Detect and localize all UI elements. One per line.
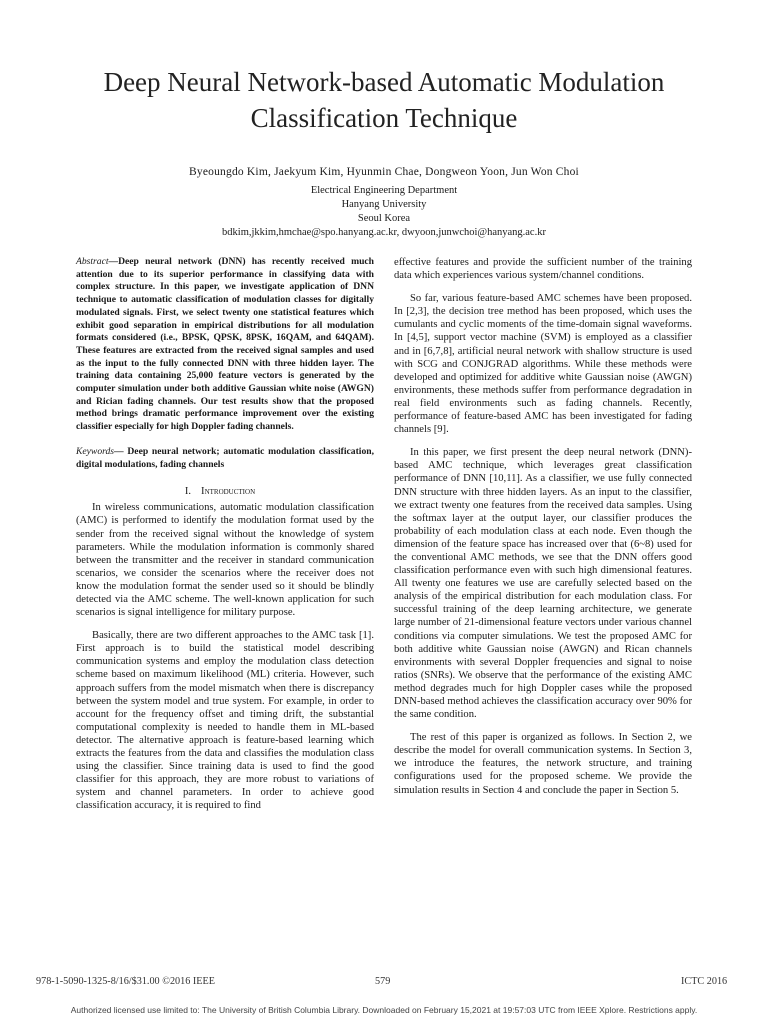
- footer-page-number: 579: [375, 976, 391, 987]
- footer-isbn: 978-1-5090-1325-8/16/$31.00 ©2016 IEEE: [36, 976, 215, 987]
- section-title: Introduction: [201, 486, 256, 498]
- footer-conference: ICTC 2016: [681, 976, 728, 987]
- affiliation-block: [40, 184, 728, 240]
- intro-paragraph-4: In this paper, we first present the deep neural network (DNN)-based AMC technique, which leverages great classification performance of DNN [10,11]. As a classifier, we use fully connected DNN structure with three hidden layers. As an input to the classifier, we extract twenty one features from the received data samples. Using the softmax layer at the output layer, our classifier produces the probability of each modulation class at each node. Even though the dimension of the feature space has increased over that (6~8) used for the conventional AMC methods, we see that the DNN offers good classification performance even with such high dimensional features. All twenty one features we use are carefully selected based on the analysis of the empirical distribution for each modulation class. For successful training of the deep learning architecture, we generate large number of 21-dimensional feature vectors under various channel conditions via computer simulations. We test the proposed AMC for both additive white Gaussian noise (AWGN) and Rican channels environments with several Doppler frequencies and signal to noise ratios (SNRs). We observe that the performance of the existing AMC method degrades much for high Doppler cases while the proposed DNN-based method achieves the classification accuracy over 90% for the same condition.: [394, 447, 692, 721]
- paper-title-line-2: Classification Technique: [250, 103, 518, 133]
- intro-paragraph-2: Basically, there are two different approaches to the AMC task [1]. First approach is to build the statistical model describing communication systems and employ the modulation class detection scheme based on maximum likelihood (ML) criteria. However, such approach suffers from the model mismatch when there is discrepancy between the system model and true system. For example, in order to account for the frequency offset and timing drift, the substantial computational complexity is needed to handle them in ML-based detector. The alternative approach is feature-based learning which extracts the features from the data and classifies the modulation class using the classifier. Since training data is used to find the good classifier for this approach, they are more robust to variations of system and channel parameters. In order to achieve good classification accuracy, it is required to find: [76, 630, 374, 812]
- intro-paragraph-1: In wireless communications, automatic modulation classification (AMC) is performed to identify the modulation format used by the sender from the received signal without the knowledge of system parameters. While the modulation information is commonly shared between the transmitter and the receiver in standard communication scenarios, we consider the scenarios where the receiver does not know the modulation format the sender used so it should be blindly detected via the AMC scheme. The well-known application for such scenarios is signal intelligence for military purpose.: [76, 502, 374, 619]
- section-number: I.: [184, 486, 192, 498]
- intro-paragraph-continuation: effective features and provide the sufficient number of the training data which experiences various system/channel conditions.: [394, 257, 692, 282]
- license-notice: Authorized licensed use limited to: The University of British Columbia Library. Downloaded on February 15,2021 at 19:57:03 UTC from IEEE Xplore. Restrictions apply.: [70, 1005, 698, 1015]
- keywords-text: — Deep neural network; automatic modulation classification, digital modulations, fading channels: [76, 445, 374, 470]
- affiliation-city: Seoul Korea: [357, 213, 411, 224]
- affiliation-emails: bdkim,jkkim,hmchae@spo.hanyang.ac.kr, dwyoon,junwchoi@hanyang.ac.kr: [222, 227, 546, 238]
- author-list: Byeoungdo Kim, Jaekyum Kim, Hyunmin Chae, Dongweon Yoon, Jun Won Choi: [189, 166, 579, 178]
- paper-title: [40, 64, 728, 136]
- affiliation-department: Electrical Engineering Department: [310, 185, 458, 196]
- abstract: [76, 256, 374, 434]
- intro-paragraph-3: So far, various feature-based AMC schemes have been proposed. In [2,3], the decision tree method has been proposed, which uses the cumulants and cyclic moments of the time-domain signal waveforms. In [4,5], support vector machine (SVM) is employed as a classifier and in [6,7,8], artificial neural network with shallow structure is used with SCG and CONJGRAD algorithms. While these methods were developed and optimized for additive white Gaussian noise (AWGN) environments, these methods suffer from performance degradation in real field environments such as fading channels. Recently, performance of feature-based AMC has been investigated for fading channels [9].: [394, 293, 692, 436]
- intro-paragraph-5: The rest of this paper is organized as follows. In Section 2, we describe the model for overall communication systems. In Section 3, we introduce the features, the network structure, and training configurations used for the proposed scheme. We provide the simulation results in Section 4 and conclude the paper in Section 5.: [394, 732, 692, 796]
- left-column: [76, 256, 374, 813]
- abstract-text: —Deep neural network (DNN) has recently received much attention due to its superior performance in classifying data with complex structure. In this paper, we investigate application of DNN technique to automatic classification of modulation classes for digitally modulated signals. First, we select twenty one statistical features which exhibit good separation in empirical distributions for all modulation formats considered (i.e., BPSK, QPSK, 8PSK, 16QAM, and 64QAM). These features are extracted from the received signal samples and used as the input to the fully connected DNN with three hidden layer. The training data containing 25,000 feature vectors is generated by the computer simulation under both additive Gaussian white noise (AWGN) and Rician fading channels. Our test results show that the proposed method brings dramatic performance improvement over the existing classifier especially for high Doppler fading channels.: [76, 256, 374, 433]
- affiliation-university: Hanyang University: [341, 199, 427, 210]
- abstract-label: Abstract: [76, 256, 109, 267]
- paper-title-line-1: Deep Neural Network-based Automatic Modulation: [103, 67, 665, 97]
- keywords-label: Keywords: [76, 445, 115, 457]
- keywords: [76, 446, 374, 471]
- section-heading-introduction: [76, 485, 374, 498]
- right-column: [394, 256, 692, 797]
